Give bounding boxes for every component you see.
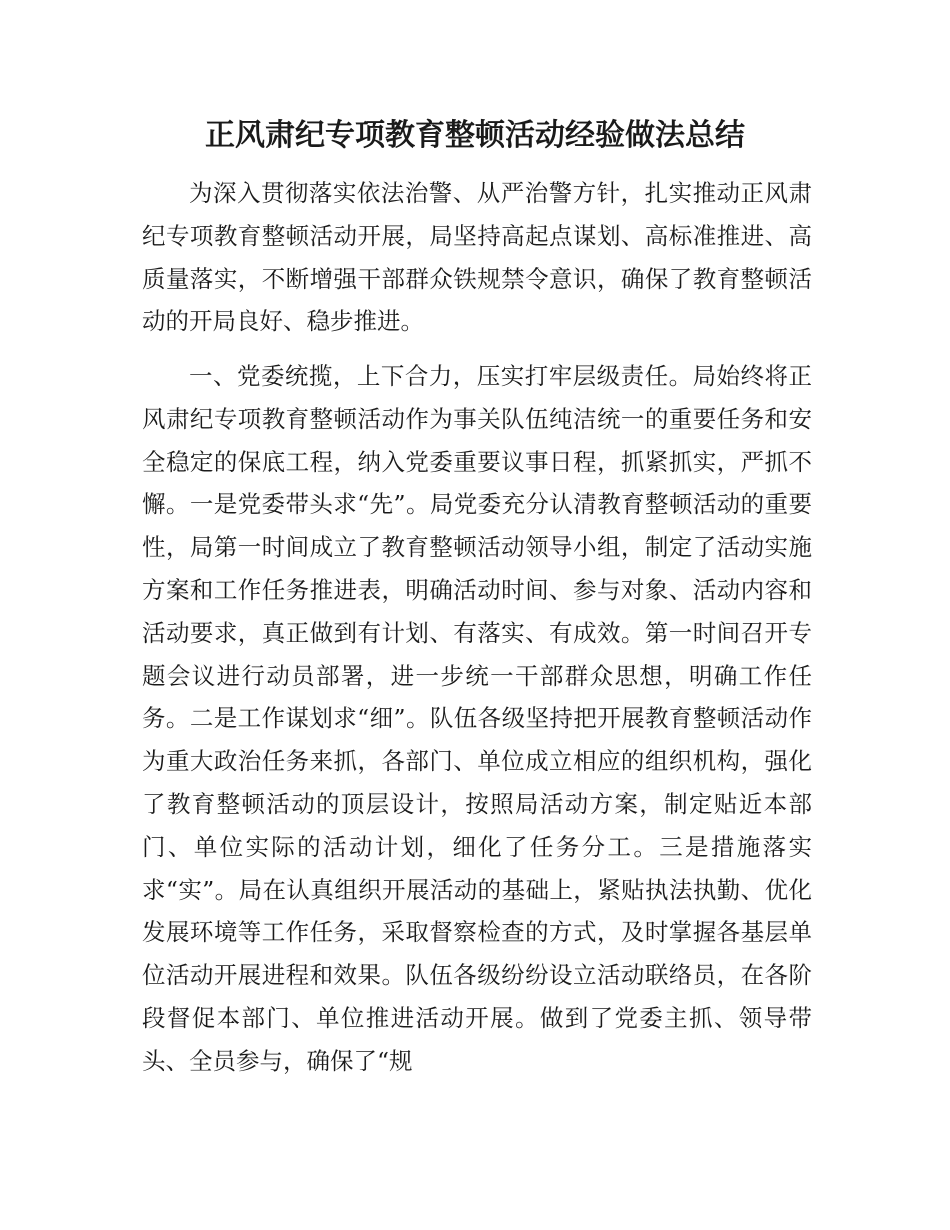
intro-paragraph: 为深入贯彻落实依法治警、从严治警方针，扎实推动正风肃纪专项教育整顿活动开展，局坚持高起点谋划、高标准推进、高质量落实，不断增强干部群众铁规禁令意识，确保了教育整顿活动的开局良好、稳步推进。	[142, 179, 812, 336]
document-title: 正风肃纪专项教育整顿活动经验做法总结	[205, 118, 745, 153]
section-one-paragraph: 一、党委统揽，上下合力，压实打牢层级责任。局始终将正风肃纪专项教育整顿活动作为事关队伍纯洁统一的重要任务和安全稳定的保底工程，纳入党委重要议事日程，抓紧抓实，严抓不懈。一是党委带头求“先”。局党委充分认清教育整顿活动的重要性，局第一时间成立了教育整顿活动领导小组，制定了活动实施方案和工作任务推进表，明确活动时间、参与对象、活动内容和活动要求，真正做到有计划、有落实、有成效。第一时间召开专题会议进行动员部署，进一步统一干部群众思想，明确工作任务。二是工作谋划求“细”。队伍各级坚持把开展教育整顿活动作为重大政治任务来抓，各部门、单位成立相应的组织机构，强化了教育整顿活动的顶层设计，按照局活动方案，制定贴近本部门、单位实际的活动计划，细化了任务分工。三是措施落实求“实”。局在认真组织开展活动的基础上，紧贴执法执勤、优化发展环境等工作任务，采取督察检查的方式，及时掌握各基层单位活动开展进程和效果。队伍各级纷纷设立活动联络员，在各阶段督促本部门、单位推进活动开展。做到了党委主抓、领导带头、全员参与，确保了“规	[142, 362, 812, 1075]
